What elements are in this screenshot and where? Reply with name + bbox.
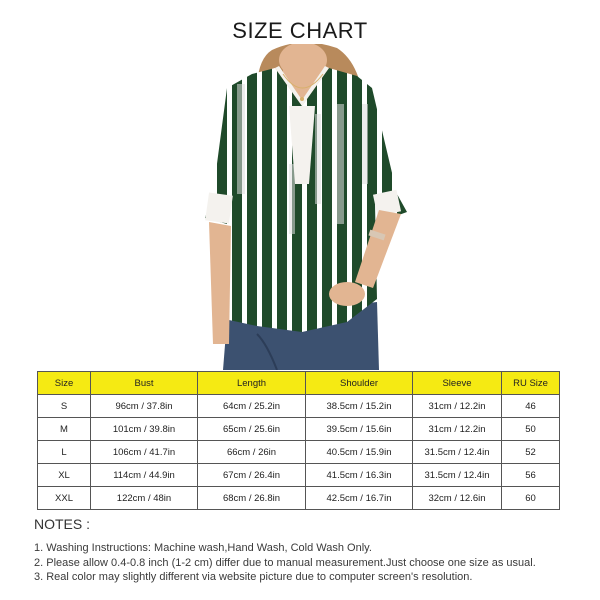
column-header-size: Size	[38, 372, 91, 395]
table-cell: 31.5cm / 12.4in	[413, 464, 502, 487]
table-cell: 114cm / 44.9in	[91, 464, 198, 487]
table-cell: XL	[38, 464, 91, 487]
column-header-ru-size: RU Size	[502, 372, 560, 395]
column-header-bust: Bust	[91, 372, 198, 395]
table-cell: 60	[502, 487, 560, 510]
column-header-sleeve: Sleeve	[413, 372, 502, 395]
table-cell: 65cm / 25.6in	[198, 418, 306, 441]
table-cell: 122cm / 48in	[91, 487, 198, 510]
table-cell: 56	[502, 464, 560, 487]
table-cell: 32cm / 12.6in	[413, 487, 502, 510]
table-cell: 68cm / 26.8in	[198, 487, 306, 510]
striped-v-neck-blouse-photo	[197, 44, 407, 370]
table-cell: 101cm / 39.8in	[91, 418, 198, 441]
note-item: 3. Real color may slightly different via website picture due to computer screen's resolution.	[34, 571, 473, 583]
table-row	[38, 395, 560, 418]
table-cell: 40.5cm / 15.9in	[306, 441, 413, 464]
table-cell: 31.5cm / 12.4in	[413, 441, 502, 464]
table-cell: L	[38, 441, 91, 464]
table-cell: 46	[502, 395, 560, 418]
notes-heading: NOTES :	[34, 516, 91, 532]
table-cell: M	[38, 418, 91, 441]
note-item: 1. Washing Instructions: Machine wash,Hand Wash, Cold Wash Only.	[34, 542, 372, 554]
table-cell: 52	[502, 441, 560, 464]
table-cell: 31cm / 12.2in	[413, 395, 502, 418]
table-cell: 39.5cm / 15.6in	[306, 418, 413, 441]
column-header-length: Length	[198, 372, 306, 395]
table-cell: 50	[502, 418, 560, 441]
table-row	[38, 418, 560, 441]
table-cell: 31cm / 12.2in	[413, 418, 502, 441]
table-cell: 38.5cm / 15.2in	[306, 395, 413, 418]
table-cell: 106cm / 41.7in	[91, 441, 198, 464]
table-cell: 96cm / 37.8in	[91, 395, 198, 418]
table-row	[38, 464, 560, 487]
table-row	[38, 487, 560, 510]
table-cell: XXL	[38, 487, 91, 510]
table-cell: 66cm / 26in	[198, 441, 306, 464]
table-cell: 41.5cm / 16.3in	[306, 464, 413, 487]
note-item: 2. Please allow 0.4-0.8 inch (1-2 cm) differ due to manual measurement.Just choose one size as usual.	[34, 556, 536, 569]
page-title: SIZE CHART	[232, 18, 368, 43]
table-cell: S	[38, 395, 91, 418]
table-header-row	[38, 372, 560, 395]
column-header-shoulder: Shoulder	[306, 372, 413, 395]
table-cell: 64cm / 25.2in	[198, 395, 306, 418]
table-row	[38, 441, 560, 464]
size-table	[37, 371, 560, 510]
table-cell: 42.5cm / 16.7in	[306, 487, 413, 510]
table-cell: 67cm / 26.4in	[198, 464, 306, 487]
notes-list	[34, 541, 594, 585]
